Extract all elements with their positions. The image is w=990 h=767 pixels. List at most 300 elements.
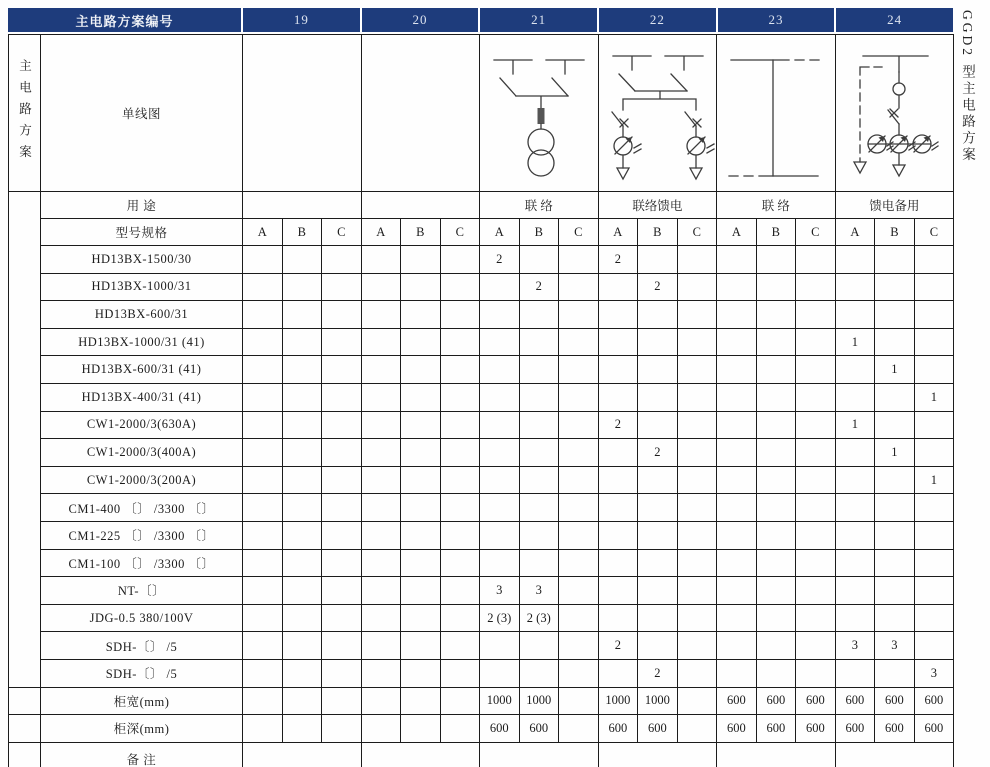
value-cell	[361, 273, 401, 301]
value-cell: 1000	[638, 687, 678, 715]
value-cell	[243, 494, 283, 522]
value-cell	[440, 687, 480, 715]
value-cell	[914, 521, 954, 549]
value-cell	[875, 604, 915, 632]
value-cell	[440, 715, 480, 743]
value-cell	[914, 301, 954, 329]
spec-row	[9, 521, 954, 549]
value-cell	[282, 659, 322, 687]
value-cell	[322, 301, 362, 329]
value-cell	[440, 246, 480, 274]
value-cell	[598, 549, 638, 577]
transformer-feeder-icon	[480, 38, 598, 188]
value-cell	[875, 659, 915, 687]
value-cell	[401, 632, 441, 660]
value-cell	[559, 659, 599, 687]
remark-value-23	[717, 742, 836, 767]
value-cell	[677, 521, 717, 549]
left-spacer-cell	[9, 742, 41, 767]
value-cell: 600	[717, 687, 757, 715]
spec-row	[9, 659, 954, 687]
single-line-diagram-22	[598, 35, 717, 192]
spec-row	[9, 466, 954, 494]
value-cell	[717, 604, 757, 632]
value-cell	[875, 577, 915, 605]
value-cell: 600	[638, 715, 678, 743]
value-cell	[796, 273, 836, 301]
value-cell	[598, 439, 638, 467]
value-cell	[282, 577, 322, 605]
value-cell	[677, 632, 717, 660]
value-cell	[282, 328, 322, 356]
value-cell	[440, 521, 480, 549]
value-cell	[756, 466, 796, 494]
value-cell	[243, 246, 283, 274]
value-cell	[401, 356, 441, 384]
value-cell	[559, 439, 599, 467]
value-cell	[243, 301, 283, 329]
value-cell	[717, 632, 757, 660]
remark-row-label: 备 注	[41, 742, 243, 767]
value-cell	[361, 466, 401, 494]
value-cell	[796, 246, 836, 274]
value-cell	[875, 328, 915, 356]
value-cell: 3	[480, 577, 520, 605]
value-cell	[480, 632, 520, 660]
value-cell	[322, 715, 362, 743]
value-cell	[559, 383, 599, 411]
value-cell	[835, 494, 875, 522]
value-cell	[243, 521, 283, 549]
value-cell	[677, 273, 717, 301]
value-cell	[677, 604, 717, 632]
value-cell	[361, 439, 401, 467]
subcol-header-23B: B	[756, 219, 796, 246]
usage-value-22: 联络馈电	[598, 192, 717, 219]
scheme-number-21: 21	[480, 8, 597, 32]
value-cell: 600	[480, 715, 520, 743]
subcol-header-22B: B	[638, 219, 678, 246]
value-cell	[875, 521, 915, 549]
single-line-diagram-20	[361, 35, 480, 192]
value-cell	[322, 521, 362, 549]
value-cell: 600	[598, 715, 638, 743]
usage-value-23: 联 络	[717, 192, 836, 219]
usage-value-24: 馈电备用	[835, 192, 954, 219]
value-cell	[361, 549, 401, 577]
value-cell	[559, 273, 599, 301]
value-cell	[756, 521, 796, 549]
value-cell	[559, 549, 599, 577]
spec-row	[9, 411, 954, 439]
value-cell	[835, 356, 875, 384]
value-cell	[835, 273, 875, 301]
value-cell	[796, 466, 836, 494]
value-cell	[677, 411, 717, 439]
value-cell	[282, 301, 322, 329]
value-cell	[835, 383, 875, 411]
value-cell	[282, 632, 322, 660]
value-cell	[559, 715, 599, 743]
value-cell	[243, 659, 283, 687]
value-cell	[914, 494, 954, 522]
value-cell	[914, 632, 954, 660]
single-line-diagram-19	[243, 35, 362, 192]
subcol-header-19A: A	[243, 219, 283, 246]
value-cell	[717, 328, 757, 356]
value-cell	[835, 577, 875, 605]
value-cell	[638, 521, 678, 549]
value-cell	[282, 494, 322, 522]
value-cell	[796, 494, 836, 522]
value-cell: 600	[835, 715, 875, 743]
scheme-number-22: 22	[599, 8, 716, 32]
value-cell	[559, 356, 599, 384]
value-cell: 2 (3)	[519, 604, 559, 632]
value-cell	[322, 328, 362, 356]
value-cell	[598, 604, 638, 632]
value-cell	[401, 411, 441, 439]
spec-row-label: CM1-225 〔〕 /3300 〔〕	[41, 521, 243, 549]
value-cell	[401, 439, 441, 467]
value-cell	[559, 577, 599, 605]
value-cell	[638, 246, 678, 274]
value-cell	[361, 521, 401, 549]
value-cell: 1	[914, 383, 954, 411]
value-cell	[361, 659, 401, 687]
value-cell	[322, 549, 362, 577]
value-cell	[282, 604, 322, 632]
value-cell	[519, 549, 559, 577]
spec-row-label: JDG-0.5 380/100V	[41, 604, 243, 632]
value-cell	[796, 383, 836, 411]
value-cell	[835, 466, 875, 494]
single-line-diagram-21	[480, 35, 599, 192]
value-cell: 2	[598, 632, 638, 660]
value-cell	[717, 466, 757, 494]
spec-row	[9, 439, 954, 467]
cabinet-depth-row	[9, 715, 954, 743]
left-spacer-cell	[9, 687, 41, 715]
value-cell	[480, 659, 520, 687]
value-cell	[756, 549, 796, 577]
value-cell	[559, 246, 599, 274]
value-cell	[361, 604, 401, 632]
spec-row-label: SDH-〔〕 /5	[41, 659, 243, 687]
value-cell	[322, 687, 362, 715]
value-cell	[914, 549, 954, 577]
bus-tie-icon	[717, 38, 834, 188]
value-cell	[677, 246, 717, 274]
value-cell	[559, 521, 599, 549]
value-cell	[519, 383, 559, 411]
value-cell	[519, 246, 559, 274]
value-cell	[717, 301, 757, 329]
spec-row-label: HD13BX-1000/31 (41)	[41, 328, 243, 356]
value-cell: 3	[914, 659, 954, 687]
spec-row	[9, 577, 954, 605]
subcol-header-24B: B	[875, 219, 915, 246]
value-cell	[677, 356, 717, 384]
usage-value-21: 联 络	[480, 192, 599, 219]
value-cell	[914, 273, 954, 301]
value-cell	[440, 328, 480, 356]
value-cell	[401, 659, 441, 687]
value-cell: 600	[835, 687, 875, 715]
value-cell	[914, 439, 954, 467]
value-cell	[401, 577, 441, 605]
value-cell	[322, 604, 362, 632]
value-cell	[756, 356, 796, 384]
value-cell	[480, 301, 520, 329]
value-cell	[361, 632, 401, 660]
value-cell	[598, 383, 638, 411]
value-cell	[638, 494, 678, 522]
spec-row-label: CW1-2000/3(400A)	[41, 439, 243, 467]
value-cell: 600	[519, 715, 559, 743]
metered-feeder-reserve-icon	[836, 38, 953, 188]
value-cell	[677, 301, 717, 329]
value-cell	[243, 687, 283, 715]
spec-row	[9, 632, 954, 660]
value-cell	[519, 466, 559, 494]
value-cell	[875, 549, 915, 577]
spec-row-label: CW1-2000/3(200A)	[41, 466, 243, 494]
value-cell	[598, 273, 638, 301]
value-cell: 1000	[480, 687, 520, 715]
value-cell	[440, 604, 480, 632]
value-cell	[875, 466, 915, 494]
value-cell: 600	[796, 687, 836, 715]
spec-row-label: HD13BX-600/31	[41, 301, 243, 329]
value-cell	[796, 549, 836, 577]
value-cell: 600	[756, 687, 796, 715]
value-cell	[282, 549, 322, 577]
value-cell	[519, 439, 559, 467]
value-cell	[875, 383, 915, 411]
value-cell	[519, 411, 559, 439]
usage-value-20	[361, 192, 480, 219]
value-cell	[914, 246, 954, 274]
value-cell	[638, 356, 678, 384]
value-cell	[243, 715, 283, 743]
spec-row-label: HD13BX-600/31 (41)	[41, 356, 243, 384]
spec-row-label: HD13BX-1500/30	[41, 246, 243, 274]
value-cell	[559, 632, 599, 660]
scheme-number-20: 20	[362, 8, 479, 32]
value-cell	[756, 383, 796, 411]
value-cell	[282, 715, 322, 743]
value-cell	[480, 383, 520, 411]
value-cell: 2 (3)	[480, 604, 520, 632]
value-cell	[717, 659, 757, 687]
scheme-header-title: 主电路方案编号	[8, 8, 241, 32]
value-cell	[519, 328, 559, 356]
main-table	[8, 34, 954, 767]
value-cell	[835, 604, 875, 632]
remark-value-19	[243, 742, 362, 767]
value-cell	[480, 328, 520, 356]
spec-row	[9, 301, 954, 329]
value-cell	[677, 383, 717, 411]
value-cell: 600	[717, 715, 757, 743]
value-cell: 600	[875, 715, 915, 743]
value-cell	[440, 494, 480, 522]
value-cell	[756, 273, 796, 301]
value-cell	[559, 301, 599, 329]
left-spacer-cell	[9, 715, 41, 743]
spec-row-label: CM1-400 〔〕 /3300 〔〕	[41, 494, 243, 522]
value-cell	[322, 273, 362, 301]
subcol-header-23A: A	[717, 219, 757, 246]
value-cell	[835, 521, 875, 549]
value-cell	[519, 494, 559, 522]
value-cell: 1	[875, 439, 915, 467]
value-cell	[677, 659, 717, 687]
usage-value-19	[243, 192, 362, 219]
spec-row	[9, 273, 954, 301]
spec-row-label: NT-〔〕	[41, 577, 243, 605]
value-cell	[282, 521, 322, 549]
value-cell	[243, 328, 283, 356]
value-cell	[361, 715, 401, 743]
value-cell	[875, 494, 915, 522]
value-cell	[322, 246, 362, 274]
subcol-header-24A: A	[835, 219, 875, 246]
value-cell	[401, 549, 441, 577]
value-cell	[598, 521, 638, 549]
value-cell	[677, 687, 717, 715]
value-cell: 2	[638, 273, 678, 301]
value-cell	[638, 466, 678, 494]
dual-feeder-meter-icon	[599, 38, 717, 188]
left-spacer-column	[9, 192, 41, 688]
cabinet-width-row	[9, 687, 954, 715]
value-cell	[361, 383, 401, 411]
value-cell	[440, 411, 480, 439]
value-cell	[717, 273, 757, 301]
value-cell	[835, 439, 875, 467]
value-cell	[361, 301, 401, 329]
value-cell	[756, 411, 796, 439]
value-cell	[519, 521, 559, 549]
value-cell	[677, 466, 717, 494]
subcol-header-20B: B	[401, 219, 441, 246]
spec-row	[9, 604, 954, 632]
usage-row-label: 用 途	[41, 192, 243, 219]
value-cell	[756, 632, 796, 660]
value-cell	[717, 549, 757, 577]
subcol-header-21A: A	[480, 219, 520, 246]
subcol-header-21C: C	[559, 219, 599, 246]
value-cell	[282, 246, 322, 274]
remark-value-24	[835, 742, 954, 767]
value-cell	[875, 273, 915, 301]
single-line-diagram-23	[717, 35, 836, 192]
subcol-header-21B: B	[519, 219, 559, 246]
value-cell	[875, 411, 915, 439]
value-cell	[756, 494, 796, 522]
scheme-number-23: 23	[718, 8, 835, 32]
value-cell	[796, 328, 836, 356]
value-cell	[677, 577, 717, 605]
value-cell	[243, 273, 283, 301]
value-cell	[480, 466, 520, 494]
subcol-header-19B: B	[282, 219, 322, 246]
spec-row-label: SDH-〔〕 /5	[41, 632, 243, 660]
value-cell	[243, 632, 283, 660]
subcol-header-23C: C	[796, 219, 836, 246]
scheme-number-header	[8, 8, 953, 32]
spec-header-label: 型号规格	[41, 219, 243, 246]
value-cell	[480, 411, 520, 439]
value-cell	[361, 411, 401, 439]
value-cell	[440, 632, 480, 660]
value-cell	[401, 383, 441, 411]
value-cell: 3	[875, 632, 915, 660]
spec-row	[9, 549, 954, 577]
value-cell	[717, 356, 757, 384]
value-cell: 1	[875, 356, 915, 384]
value-cell	[440, 273, 480, 301]
value-cell	[282, 411, 322, 439]
value-cell	[756, 246, 796, 274]
value-cell	[401, 687, 441, 715]
value-cell	[756, 439, 796, 467]
value-cell	[796, 439, 836, 467]
value-cell: 1	[835, 411, 875, 439]
value-cell	[914, 604, 954, 632]
remark-value-20	[361, 742, 480, 767]
value-cell	[243, 439, 283, 467]
value-cell	[875, 246, 915, 274]
value-cell: 2	[598, 246, 638, 274]
value-cell	[559, 494, 599, 522]
value-cell	[796, 659, 836, 687]
value-cell: 600	[756, 715, 796, 743]
value-cell: 1000	[519, 687, 559, 715]
subcol-header-24C: C	[914, 219, 954, 246]
value-cell	[638, 328, 678, 356]
value-cell	[322, 356, 362, 384]
spec-row-label: CM1-100 〔〕 /3300 〔〕	[41, 549, 243, 577]
value-cell	[796, 411, 836, 439]
value-cell	[677, 328, 717, 356]
value-cell	[401, 246, 441, 274]
value-cell	[401, 521, 441, 549]
subcol-header-22A: A	[598, 219, 638, 246]
value-cell: 2	[638, 439, 678, 467]
value-cell	[401, 301, 441, 329]
value-cell	[796, 604, 836, 632]
value-cell	[677, 715, 717, 743]
scheme-number-19: 19	[243, 8, 360, 32]
value-cell: 2	[519, 273, 559, 301]
value-cell	[282, 687, 322, 715]
value-cell	[756, 577, 796, 605]
diagram-row-label: 单线图	[41, 35, 243, 192]
subcolumn-header-row	[9, 219, 954, 246]
value-cell	[440, 549, 480, 577]
spec-row	[9, 494, 954, 522]
value-cell	[322, 632, 362, 660]
value-cell	[480, 356, 520, 384]
value-cell	[361, 356, 401, 384]
value-cell	[598, 301, 638, 329]
value-cell	[717, 494, 757, 522]
value-cell: 600	[914, 687, 954, 715]
value-cell	[796, 356, 836, 384]
